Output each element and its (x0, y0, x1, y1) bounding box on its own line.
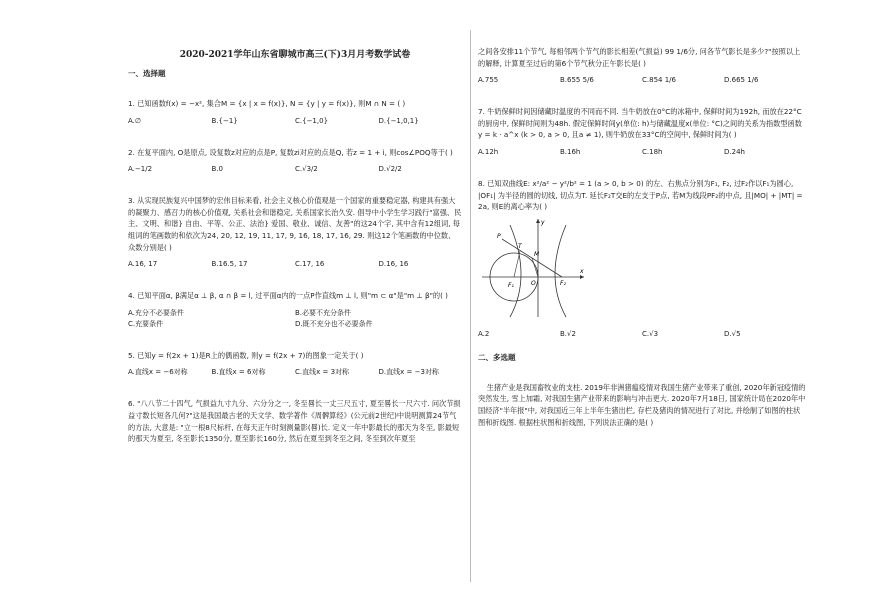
right-column (478, 40, 806, 428)
q7-option-b: B.16h (560, 147, 581, 156)
radius-segment (514, 251, 520, 277)
q7-option-d: D.24h (724, 147, 745, 156)
q6-option-b: B.655 5/6 (560, 76, 594, 85)
q7-option-c: C.18h (642, 147, 663, 156)
q3-option-a: A.16, 17 (128, 260, 158, 269)
q4-option-c: C.充要条件 (128, 319, 164, 328)
q8-option-c: C.√3 (642, 329, 659, 338)
question-7 (478, 106, 806, 158)
section-heading-choice: 一、选择题 (128, 69, 166, 78)
question-7-text: 7. 牛奶保鲜时间因储藏时温度的不同而不同. 当牛奶放在0°C的冰箱中, 保鲜时间为192h, 而放在22°C的厨房中, 保鲜时间则为48h. 假定保鲜时间y(单位: h)与储藏温度x(单位: °C)之间的关系为指数型函数y = k · a^x (k > 0, a > 0, 且a ≠ 1), 则牛奶放在33°C的空间中, 保鲜时间为( ) (478, 107, 802, 140)
q3-option-c: C.17, 16 (295, 260, 325, 269)
q5-option-c: C.直线x = 3对称 (295, 368, 350, 377)
question-6 (128, 398, 462, 444)
question-2-text: 2. 在复平面内, O是原点, 设复数z对应的点是P, 复数zi对应的点是Q, 若z = 1 + i, 则cos∠POQ等于( ) (128, 147, 453, 157)
label-y: y (541, 218, 545, 226)
q2-option-a: A.−1/2 (128, 165, 153, 174)
q3-option-d: D.16, 16 (378, 260, 409, 269)
q8-option-d: D.√5 (724, 329, 741, 338)
label-t: T (518, 242, 522, 250)
q8-option-b: B.√2 (560, 329, 576, 338)
question-3-text: 3. 从实现民族复兴中国梦的宏伟目标来看, 社会主义核心价值观是一个国家的重要稳定器, 构建具有强大的凝聚力、感召力的核心价值观, 关系社会和谐稳定, 关系国家长治久安. 倡导中小学生学习践行"富强、民主、文明、和谐} 自由、平等、公正、法治} 爱国、敬业、诚信、友善"的这24个字, 其中含有12组词, 每组词的笔画数的和依次为24, 20, 12, 19, 11, 17, 9, 16, 18, 17, 16, 29. 则这12个笔画数的中位数、众数分别是( ) (128, 196, 462, 252)
q1-option-d: D.{−1,0,1} (378, 116, 419, 125)
q1-option-c: C.{−1,0} (295, 116, 329, 125)
q5-option-a: A.直线x = −6对称 (128, 368, 188, 377)
question-6-continuation: 之间各安排11个节气, 每相邻两个节气的影长相差(气损益) 99 1/6分, 问各节气影长是多少?"按照以上的解释, 计算夏至过后的第6个节气秋分正午影长是( ) (478, 47, 801, 68)
page-title: 2020-2021学年山东省聊城市高三(下)3月月考数学试卷 (179, 50, 411, 60)
q7-option-a: A.12h (478, 147, 499, 156)
q2-option-b: B.0 (211, 165, 223, 174)
q6-option-c: C.854 1/6 (642, 76, 676, 85)
q4-option-d: D.既不充分也不必要条件 (295, 319, 373, 328)
hyperbola-figure (480, 215, 590, 319)
q5-option-d: D.直线x = −3对称 (378, 368, 439, 377)
q2-option-d: D.√2/2 (378, 165, 402, 174)
label-f2: F₂ (560, 279, 566, 287)
question-5-text: 5. 已知y = f(2x + 1)是R上的偶函数, 则y = f(2x + 7)的图象一定关于( ) (128, 350, 364, 360)
hyperbola-right-branch (555, 225, 566, 317)
q4-option-b: B.必要不充分条件 (295, 308, 352, 317)
x-axis-arrow (580, 275, 584, 279)
left-column (128, 40, 462, 445)
question-4-text: 4. 已知平面α, β满足α ⊥ β, α ∩ β = l, 过平面α内的一点P作直线m ⊥ l, 则"m ⊂ α"是"m ⊥ β"的( ) (128, 291, 448, 301)
q6-option-a: A.755 (478, 76, 499, 85)
label-f1: F₁ (508, 281, 514, 289)
label-o: O (531, 279, 536, 287)
q5-option-b: B.直线x = 6对称 (211, 368, 266, 377)
question-8 (478, 178, 806, 340)
q4-option-a: A.充分不必要条件 (128, 308, 184, 317)
q3-option-b: B.16.5, 17 (211, 260, 248, 269)
column-divider (470, 30, 471, 582)
question-2 (128, 147, 462, 176)
label-m: M (534, 250, 540, 258)
q1-option-b: B.{−1} (211, 116, 238, 125)
question-9-text: 生猪产业是我国畜牧业的支柱. 2019年非洲猪瘟疫情对我国生猪产业带来了重创, 2020年新冠疫情的突然发生, 雪上加霜, 对我国生猪产业带来的影响与冲击更大. 2020年7月18日, 国家统计局在2020年中国经济"半年报"中, 对我国近三年上半年生猪出栏, 存栏及猪肉的情况进行了对比, 并绘制了如图的柱状图和折线图. 根据柱状图和折线图, 下列说法正确的是( ) (478, 382, 806, 427)
label-x: x (580, 267, 584, 275)
question-3 (128, 195, 462, 270)
section-heading-multi: 二、多选题 (478, 352, 516, 362)
question-6-text: 6. "八八节二十四气, 气损益九寸九分、六分分之一, 冬至晷长一丈三尺五寸, 夏至晷长一尺六寸. 问次节损益寸数长短各几何?"这是我国最古老的天文学、数学著作《周髀算经》(公元前2世纪)中说明测算24节气的方法, 大意是: "立一根8尺标杆, 在每天正午时刻测量影(晷)长. 定义一年中影最长的那天为冬至, 影最短的那天为夏至, 冬至影长1350分, 夏至影长160分, 然后在夏至到冬至之间, 冬至到次年夏至 (128, 399, 461, 444)
question-8-text: 8. 已知双曲线E: x²/a² − y²/b² = 1 (a > 0, b > 0) 的左、右焦点分别为F₁, F₂, 过F₂作以F₁为圆心, |OF₁| 为半径的圆的切线, 切点为T. 延长F₂T交E的左支于P点, 若M为线段PF₂的中点, 且|MO| + |MT| = 2a, 则E的离心率为( ) (478, 178, 803, 212)
y-axis-arrow (536, 219, 540, 223)
question-1 (128, 98, 462, 127)
q1-option-a: A.∅ (128, 116, 141, 125)
question-1-text: 1. 已知函数f(x) = −x², 集合M = {x | x = f(x)}, N = {y | y = f(x)}, 则M ∩ N = ( ) (128, 99, 406, 108)
label-p: P (497, 232, 501, 240)
q6-option-d: D.665 1/6 (724, 76, 759, 85)
q2-option-c: C.√3/2 (295, 165, 318, 174)
question-5 (128, 350, 462, 379)
question-4 (128, 290, 462, 330)
q8-option-a: A.2 (478, 329, 490, 338)
